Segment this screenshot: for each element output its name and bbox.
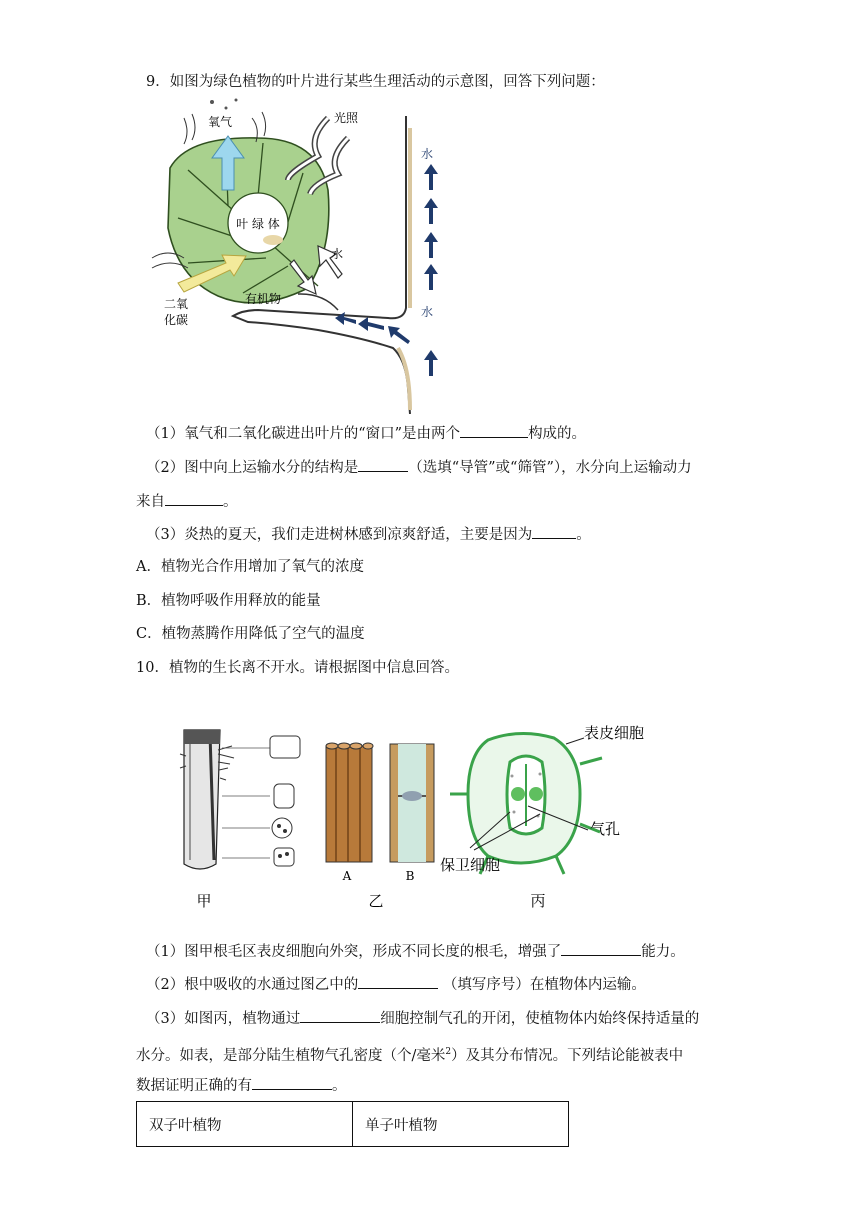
q9-part1: （1）氧气和二氧化碳进出叶片的“窗口”是由两个 构成的。: [146, 423, 586, 444]
table-header-dicot: 双子叶植物: [137, 1102, 353, 1147]
figure-yi-label: 乙: [368, 892, 384, 910]
answer-blank[interactable]: [358, 974, 438, 989]
answer-blank[interactable]: [252, 1075, 332, 1090]
stoma-label: 气孔: [590, 820, 621, 838]
q9-part2-cont: 来自 。: [136, 491, 238, 512]
q9-part3: （3）炎热的夏天，我们走进树林感到凉爽舒适，主要是因为 。: [146, 524, 591, 545]
epidermal-cell-label: 表皮细胞: [584, 724, 645, 742]
light-label: 光照: [334, 111, 359, 125]
chloroplast-label: 叶 绿 体: [236, 217, 280, 231]
answer-blank[interactable]: [358, 457, 408, 472]
answer-blank[interactable]: [165, 491, 223, 506]
stomata-table: [136, 1101, 569, 1147]
q10-part3-cont2: 数据证明正确的有 。: [136, 1075, 347, 1096]
vessel-a-label: A: [342, 869, 352, 883]
table-header-monocot: 单子叶植物: [353, 1102, 569, 1147]
stoma-drawing: [440, 724, 644, 910]
organic-label: 有机物: [245, 292, 282, 306]
q10-stem: 10．植物的生长离不开水。请根据图中信息回答。: [136, 660, 459, 676]
co2-label-2: 化碳: [164, 313, 189, 327]
figure-bing-label: 丙: [530, 892, 546, 910]
q9-option-a[interactable]: A．植物光合作用增加了氧气的浓度: [136, 559, 364, 575]
q10-part3-cont1: 水分。如表，是部分陆生植物气孔密度（个/毫米$^2$）及其分布情况。下列结论能被表中: [136, 1047, 684, 1064]
q10-part1: （1）图甲根毛区表皮细胞向外突，形成不同长度的根毛，增强了 能力。: [146, 941, 685, 962]
figure-jia-label: 甲: [196, 892, 212, 910]
water-label-leaf: 水: [331, 247, 344, 261]
answer-blank[interactable]: [561, 941, 641, 956]
plant-water-figure: [170, 724, 660, 916]
root-tip-drawing: [180, 730, 300, 910]
water-upward-arrows: [424, 164, 438, 376]
q10-part2: （2）根中吸收的水通过图乙中的 （填写序号）在植物体内运输。: [146, 974, 646, 995]
vessel-drawing: [326, 743, 434, 910]
q10-part3: （3）如图丙，植物通过 细胞控制气孔的开闭，使植物体内始终保持适量的: [146, 1008, 699, 1029]
q9-part2: （2）图中向上运输水分的结构是 （选填“导管”或“筛管”），水分向上运输动力: [146, 457, 692, 478]
answer-blank[interactable]: [532, 524, 576, 539]
oxygen-label: 氧气: [208, 115, 233, 129]
water-label-stem-bottom: 水: [421, 305, 434, 319]
answer-blank[interactable]: [460, 423, 528, 438]
guard-cell-label: 保卫细胞: [440, 856, 501, 874]
q9-option-b[interactable]: B．植物呼吸作用释放的能量: [136, 593, 321, 609]
q9-stem: 9．如图为绿色植物的叶片进行某些生理活动的示意图，回答下列问题：: [146, 74, 605, 90]
leaf-diagram: [148, 98, 458, 414]
water-label-stem-top: 水: [421, 147, 434, 161]
vessel-b-label: B: [405, 869, 415, 883]
table-row: [137, 1102, 569, 1147]
q9-option-c[interactable]: C．植物蒸腾作用降低了空气的温度: [136, 626, 365, 642]
co2-label-1: 二氧: [164, 297, 189, 311]
answer-blank[interactable]: [300, 1008, 380, 1023]
